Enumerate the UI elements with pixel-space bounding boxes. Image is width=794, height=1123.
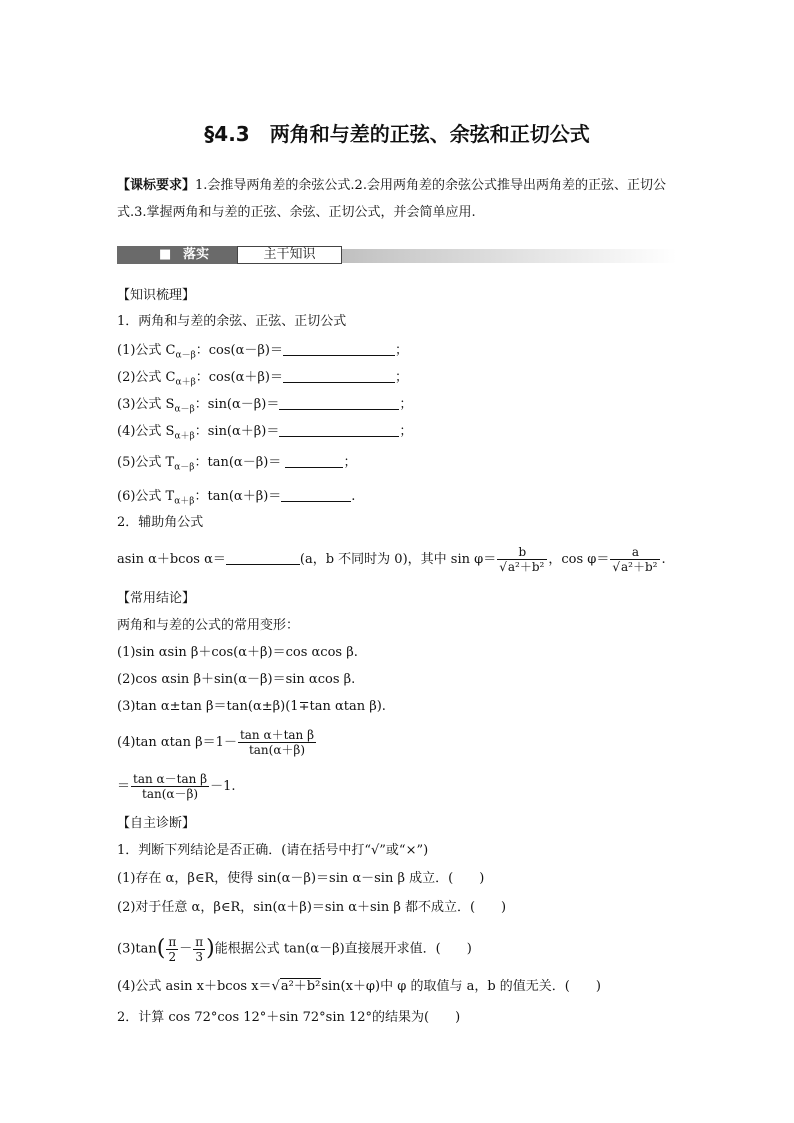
fraction-c4: $\frac{\text{tan α＋tan β}}{\tan(\alpha+\beta)}$ — [239, 728, 315, 757]
banner-left-label: 落实 — [183, 247, 210, 262]
answer-blank[interactable] — [279, 396, 399, 410]
banner-right-label: 主干知识 — [237, 246, 342, 264]
fraction-sin-phi: $\frac{b}{\text{√a²＋b²}}$ — [497, 545, 547, 574]
conclusions-heading: 【常用结论】 — [117, 591, 196, 606]
diagnosis-question-2: 2．计算 cos 72°cos 12°＋sin 72°sin 12°的结果为( ) — [117, 1010, 461, 1025]
formula-c-minus: (1)公式 $C_{\alpha-\beta}$：cos(α－β)＝ ； — [117, 343, 409, 361]
answer-blank[interactable] — [283, 342, 395, 356]
page-title: §4.3 两角和与差的正弦、余弦和正切公式 — [204, 122, 590, 146]
conclusions-intro: 两角和与差的公式的常用变形： — [117, 618, 300, 633]
knowledge-heading: 【知识梳理】 — [117, 288, 196, 303]
statement-3: (3)tan( $\frac{\pi}{2}$ － $\frac{\pi}{3}$ )能根据公式 tan(α－β)直接展开求值．( ) — [117, 934, 472, 964]
diagnosis-question-1: 1．判断下列结论是否正确．(请在括号中打“√”或“×”) — [117, 843, 429, 858]
course-requirements — [117, 172, 683, 226]
formula-s-minus: (3)公式 $S_{\alpha-\beta}$：sin(α－β)＝ ； — [117, 397, 413, 415]
conclusion-2: (2)cos αsin β＋sin(α－β)＝sin αcos β. — [117, 672, 356, 687]
statement-1: (1)存在 α，β∈R，使得 sin(α－β)＝sin α－sin β 成立．( ) — [117, 871, 485, 886]
answer-blank[interactable] — [285, 454, 343, 468]
conclusion-4-continued: ＝ $\frac{\text{tan α－tan β}}{\tan(\alpha-\beta)}$ －1. — [117, 772, 236, 801]
knowledge-item-1: 1．两角和与差的余弦、正弦、正切公式 — [117, 314, 347, 329]
square-icon: ■ — [159, 247, 172, 262]
conclusion-1: (1)sin αsin β＋cos(α＋β)＝cos αcos β. — [117, 645, 358, 660]
fraction-c5: $\frac{\text{tan α－tan β}}{\tan(\alpha-\beta)}$ — [133, 772, 208, 801]
requirements-tag: 【课标要求】 — [117, 178, 196, 193]
formula-s-plus: (4)公式 $S_{\alpha+\beta}$：sin(α＋β)＝ ； — [117, 424, 413, 442]
conclusion-3: (3)tan α±tan β＝tan(α±β)(1∓tan αtan β). — [117, 699, 386, 714]
conclusion-4: (4)tan αtan β＝1－ $\frac{\text{tan α＋tan β}}{\tan(\alpha+\beta)}$ — [117, 728, 315, 757]
fraction-cos-phi: $\frac{a}{\text{√a²＋b²}}$ — [610, 545, 660, 574]
answer-blank[interactable] — [283, 369, 395, 383]
statement-2: (2)对于任意 α，β∈R，sin(α＋β)＝sin α＋sin β 都不成立．( ) — [117, 900, 507, 915]
answer-blank[interactable] — [281, 488, 351, 502]
answer-blank[interactable] — [279, 423, 399, 437]
requirements-text: 1.会推导两角差的余弦公式.2.会用两角差的余弦公式推导出两角差的正弦、正切公式.3.掌握两角和与差的正弦、余弦、正切公式，并会简单应用. — [117, 178, 666, 220]
banner-dark-block — [117, 246, 237, 264]
statement-4: (4)公式 asin x＋bcos x＝√a²＋b²sin(x＋φ)中 φ 的取值与 a，b 的值无关．( ) — [117, 979, 601, 994]
formula-c-plus: (2)公式 $C_{\alpha+\beta}$：cos(α＋β)＝ ； — [117, 370, 409, 388]
formula-t-minus: (5)公式 $T_{\alpha-\beta}$：tan(α－β)＝ ； — [117, 455, 357, 473]
section-banner — [117, 244, 677, 264]
answer-blank[interactable] — [226, 551, 300, 565]
diagnosis-heading: 【自主诊断】 — [117, 816, 196, 831]
knowledge-item-2: 2．辅助角公式 — [117, 515, 204, 530]
auxiliary-angle-formula: asin α＋bcos α＝ (a，b 不同时为 0)，其中 sin φ＝ $\frac{b}{\text{√a²＋b²}}$ ，cos φ＝ $\frac{a}{\text{√a²＋b²}}$ . — [117, 545, 666, 574]
formula-t-plus: (6)公式 $T_{\alpha+\beta}$：tan(α＋β)＝ . — [117, 489, 356, 507]
